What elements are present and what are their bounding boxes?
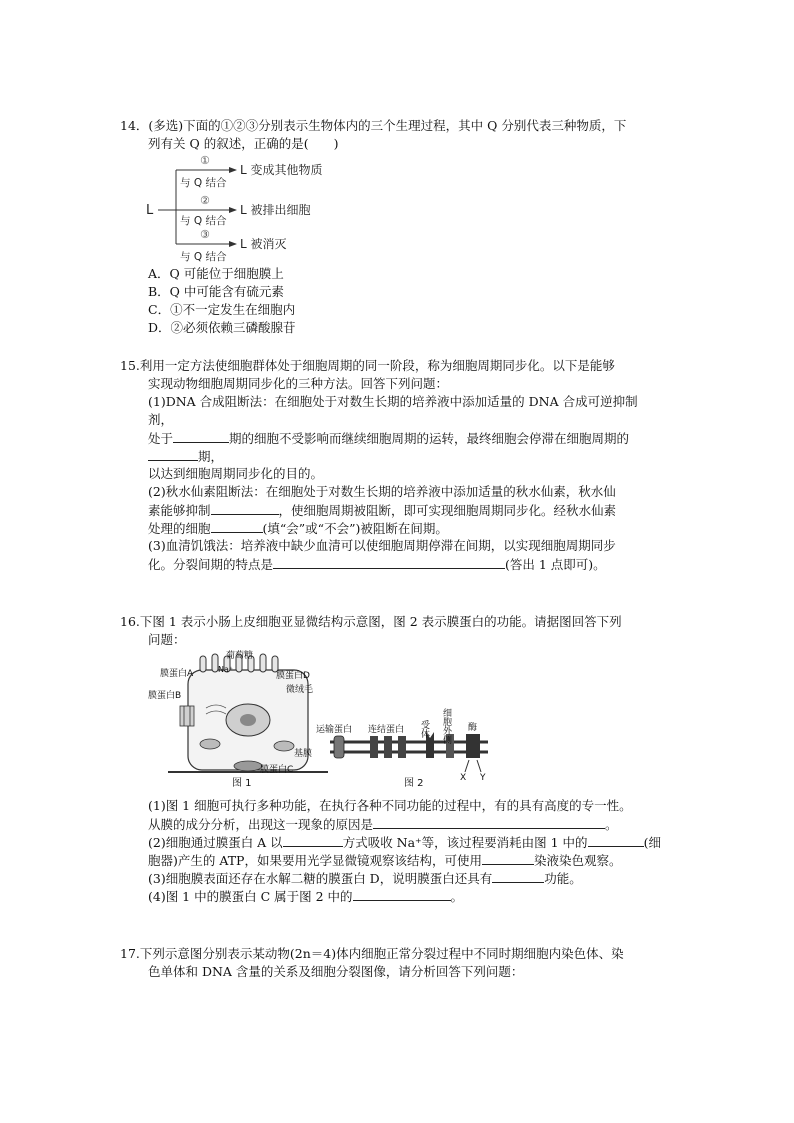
diagram-circle-1: ① — [200, 154, 210, 167]
label-protein-c: 膜蛋白C — [260, 765, 294, 775]
q16-figures — [148, 648, 508, 792]
label-cell-outside: 细胞外侧 — [441, 708, 451, 744]
q16-line8-end: 。 — [450, 889, 464, 904]
label-connecting-protein: 连结蛋白 — [368, 725, 405, 735]
q16-line5-end: (细 — [643, 835, 661, 850]
diagram-L: L — [146, 203, 154, 218]
label-protein-d: 膜蛋白D — [276, 671, 310, 681]
q16-line5-mid: 方式吸收 Na⁺等，该过程要消耗由图 1 中的 — [342, 835, 588, 850]
q15-line6 — [148, 448, 223, 465]
q15-line10-end: (填“会”或“不会”)被阻断在间期。 — [262, 521, 448, 536]
q15-line3: (1)DNA 合成阻断法：在细胞处于对数生长期的培养液中添加适量的 DNA 合成可逆抑制 — [148, 394, 638, 409]
q16-line6-end: 染液染色观察。 — [533, 853, 622, 868]
q15-line11: (3)血清饥饿法：培养液中缺少血清可以使细胞周期停滞在间期，以实现细胞周期同步 — [148, 538, 616, 553]
label-glucose: 葡萄糖 — [226, 651, 254, 661]
diagram-bind-2: 与 Q 结合 — [180, 215, 227, 227]
q16-line2: 问题： — [148, 632, 186, 647]
answer-blank-interphase[interactable] — [273, 556, 505, 569]
q15-line10 — [148, 520, 448, 537]
q16-line7-start: (3)细胞膜表面还存在水解二糖的膜蛋白 D，说明膜蛋白还具有 — [148, 871, 493, 886]
diagram-circle-2: ② — [200, 194, 210, 207]
diagram-result-2: L 被排出细胞 — [240, 203, 311, 217]
answer-blank-stage[interactable] — [148, 448, 198, 461]
q15-line5-start: 处于 — [148, 431, 174, 446]
q14-stem-line2: 列有关 Q 的叙述，正确的是( ) — [148, 136, 339, 151]
q15-line6-end: 期， — [198, 449, 224, 464]
label-figure-2: 图 2 — [404, 778, 424, 789]
answer-blank-organelle[interactable] — [588, 834, 644, 847]
q14-process-diagram — [140, 152, 400, 264]
label-figure-1: 图 1 — [232, 778, 252, 789]
answer-blank-will[interactable] — [211, 520, 263, 533]
q15-line9 — [148, 502, 616, 519]
answer-blank-stain[interactable] — [482, 852, 534, 865]
q14-option-d: D．②必须依赖三磷酸腺苷 — [148, 320, 296, 335]
q16-line4-start: 从膜的成分分析，出现这一现象的原因是 — [148, 817, 374, 832]
q17-line1: 17.下列示意图分别表示某动物(2n＝4)体内细胞正常分裂过程中不同时期细胞内染色体、染 — [120, 946, 624, 961]
q16-line1: 16.下图 1 表示小肠上皮细胞亚显微结构示意图，图 2 表示膜蛋白的功能。请据图回答下列 — [120, 614, 622, 629]
label-enzyme: 酶 — [468, 723, 478, 733]
label-basement: 基膜 — [294, 749, 313, 759]
q14-option-c: C．①不一定发生在细胞内 — [148, 302, 296, 317]
q16-line8 — [148, 888, 463, 905]
q16-line3: (1)图 1 细胞可执行多种功能，在执行各种不同功能的过程中，有的具有高度的专一性。 — [148, 798, 632, 813]
q15-line9-end: ，使细胞周期被阻断，即可实现细胞周期同步化。经秋水仙素 — [278, 503, 617, 518]
q16-line5 — [148, 834, 661, 851]
q14-option-a: A．Q 可能位于细胞膜上 — [148, 266, 284, 281]
answer-blank-g1[interactable] — [173, 430, 229, 443]
label-na: Na⁺ — [218, 665, 234, 674]
label-y: Y — [480, 773, 486, 783]
q16-line4 — [148, 816, 618, 833]
q16-line8-start: (4)图 1 中的膜蛋白 C 属于图 2 中的 — [148, 889, 353, 904]
diagram-circle-3: ③ — [200, 228, 210, 241]
q15-line5-end: 期的细胞不受影响而继续细胞周期的运转，最终细胞会停滞在细胞周期的 — [229, 431, 630, 446]
answer-blank-inhibit[interactable] — [211, 502, 279, 515]
label-microvilli: 微绒毛 — [286, 685, 314, 695]
q15-line9-start: 素能够抑制 — [148, 503, 211, 518]
q15-line12-end: (答出 1 点即可)。 — [505, 557, 606, 572]
q14-stem-line1: 14．(多选)下面的①②③分别表示生物体内的三个生理过程，其中 Q 分别代表三种物质，下 — [120, 118, 627, 133]
q16-line6-start: 胞器)产生的 ATP，如果要用光学显微镜观察该结构，可使用 — [148, 853, 482, 868]
q15-line7: 以达到细胞周期同步化的目的。 — [148, 466, 324, 481]
q15-line10-start: 处理的细胞 — [148, 521, 211, 536]
q16-line7-end: 功能。 — [544, 871, 582, 886]
q15-line1: 15.利用一定方法使细胞群体处于细胞周期的同一阶段，称为细胞周期同步化。以下是能够 — [120, 358, 615, 373]
q15-line8: (2)秋水仙素阻断法：在细胞处于对数生长期的培养液中添加适量的秋水仙素，秋水仙 — [148, 484, 616, 499]
q15-line2: 实现动物细胞周期同步化的三种方法。回答下列问题： — [148, 376, 449, 391]
figure-1-cell — [148, 649, 328, 789]
q16-line4-end: 。 — [605, 817, 618, 832]
diagram-result-1: L 变成其他物质 — [240, 163, 323, 177]
answer-blank-function[interactable] — [492, 870, 544, 883]
q14-option-b: B．Q 中可能含有硫元素 — [148, 284, 284, 299]
q15-line12-start: 化。分裂间期的特点是 — [148, 557, 274, 572]
label-receptor: 受体 — [419, 720, 429, 738]
answer-blank-reason[interactable] — [373, 816, 605, 829]
q16-line6 — [148, 852, 621, 869]
q17-line2: 色单体和 DNA 含量的关系及细胞分裂图像，请分析回答下列问题： — [148, 964, 524, 979]
answer-blank-transport-mode[interactable] — [283, 834, 343, 847]
answer-blank-protein-type[interactable] — [353, 888, 451, 901]
diagram-result-3: L 被消灭 — [240, 237, 287, 251]
label-protein-b: 膜蛋白B — [148, 691, 182, 701]
label-x: X — [460, 773, 467, 783]
q15-line4: 剂， — [148, 412, 174, 427]
label-transport-protein: 运输蛋白 — [316, 725, 353, 735]
q15-line12 — [148, 556, 606, 573]
diagram-bind-3: 与 Q 结合 — [180, 251, 227, 263]
diagram-bind-1: 与 Q 结合 — [180, 177, 227, 189]
q16-line7 — [148, 870, 582, 887]
figure-2-membrane — [316, 708, 488, 789]
label-protein-a: 膜蛋白A — [160, 669, 194, 679]
q15-line5 — [148, 430, 629, 447]
q16-line5-start: (2)细胞通过膜蛋白 A 以 — [148, 835, 283, 850]
